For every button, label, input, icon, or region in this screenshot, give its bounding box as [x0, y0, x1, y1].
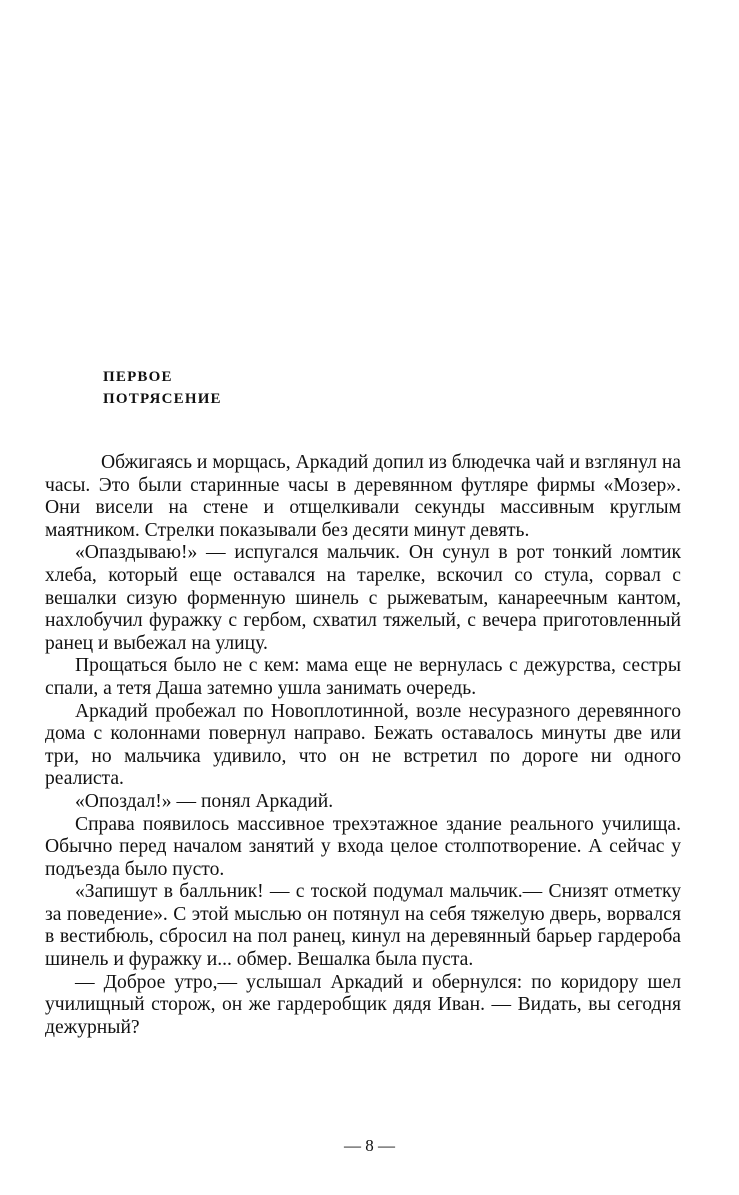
- chapter-title: [103, 366, 222, 410]
- paragraph: «Опаздываю!» — испугался мальчик. Он сунул в рот тонкий ломтик хлеба, который еще оставался на тарелке, вскочил со стула, сорвал с вешалки сизую форменную шинель с рыжеватым, канареечным кантом, нахлобучил фуражку с гербом, схватил тяжелый, с вечера приготовленный ранец и выбежал на улицу.: [45, 542, 681, 654]
- page-number: — 8 —: [344, 1136, 395, 1155]
- paragraph: — Доброе утро,— услышал Аркадий и обернулся: по коридору шел училищный сторож, он же гардеробщик дядя Иван. — Видать, вы сегодня дежурный?: [45, 971, 681, 1038]
- chapter-title-line-1: ПЕРВОЕ: [103, 369, 173, 385]
- paragraph: Аркадий пробежал по Новоплотинной, возле несуразного деревянного дома с колоннами повернул направо. Бежать оставалось минуты две или три, но мальчика удивило, что он не встретил по дороге ни одного реалиста.: [45, 700, 681, 790]
- paragraph: Обжигаясь и морщась, Аркадий допил из блюдечка чай и взглянул на часы. Это были старинные часы в деревянном футляре фирмы «Мозер». Они висели на стене и отщелкивали секунды массивным круглым маятником. Стрелки показывали без десяти минут девять.: [45, 452, 681, 541]
- chapter-title-line-2: ПОТРЯСЕНИЕ: [103, 391, 222, 407]
- paragraph: «Опоздал!» — понял Аркадий.: [75, 790, 334, 812]
- paragraph: Прощаться было не с кем: мама еще не вернулась с дежурства, сестры спали, а тетя Даша затемно ушла занимать очередь.: [45, 655, 681, 699]
- paragraph: «Запишут в балльник! — с тоской подумал мальчик.— Снизят отметку за поведение». С этой мыслью он потянул на себя тяжелую дверь, ворвался в вестибюль, сбросил на пол ранец, кинул на деревянный барьер гардероба шинель и фуражку и... обмер. Вешалка была пуста.: [45, 881, 681, 971]
- paragraph: Справа появилось массивное трехэтажное здание реального училища. Обычно перед началом занятий у входа целое столпотворение. А сейчас у подъезда было пусто.: [45, 813, 681, 880]
- body-text: [45, 452, 681, 1039]
